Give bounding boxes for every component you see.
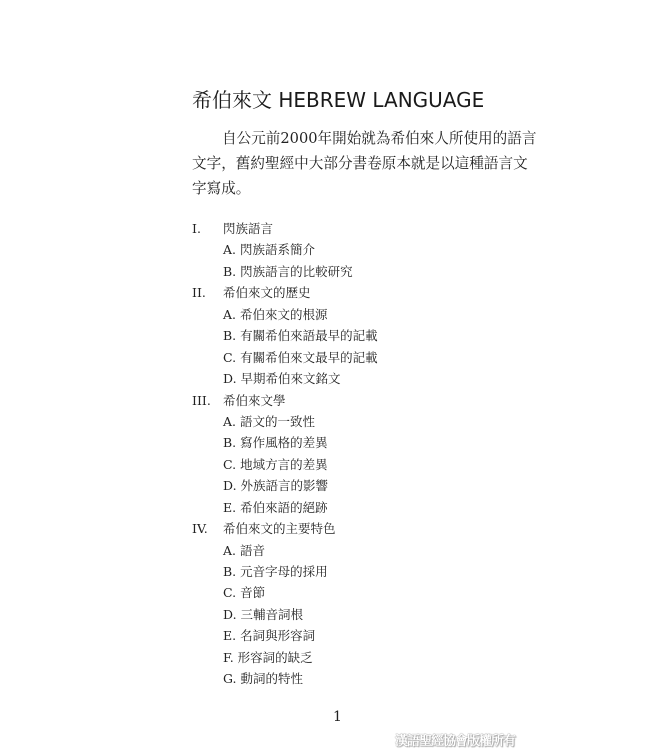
outline-item-label: C. 有關希伯來文最早的記載: [223, 349, 378, 365]
outline-item-label: B. 閃族語言的比較研究: [223, 263, 353, 279]
outline-item-label: A. 閃族語系簡介: [223, 242, 315, 258]
section-title: 閃族語言: [223, 221, 274, 236]
section-title: 希伯來文的主要特色: [223, 521, 336, 537]
outline-item-label: B. 元音字母的採用: [223, 564, 328, 579]
paragraph-line: 字寫成。: [192, 180, 251, 197]
outline-item-label: E. 名詞與形容詞: [223, 628, 316, 644]
outline-item-label: G. 動詞的特性: [223, 671, 303, 687]
outline-item-label: D. 外族語言的影響: [223, 478, 329, 494]
section-numeral: II.: [192, 285, 206, 301]
outline-item-label: E. 希伯來語的絕跡: [223, 499, 328, 515]
page-title: 希伯來文 HEBREW LANGUAGE: [192, 88, 485, 112]
outline-item-label: C. 音節: [223, 585, 266, 601]
outline-item-label: D. 三輔音詞根: [223, 606, 304, 622]
outline-item-label: A. 語音: [223, 542, 265, 558]
section-title: 希伯來文的歷史: [223, 285, 311, 301]
outline-item-label: A. 希伯來文的根源: [223, 306, 328, 322]
section-title: 希伯來文學: [223, 392, 286, 408]
outline-item-label: B. 有關希伯來語最早的記載: [223, 328, 378, 344]
paragraph-line: 自公元前2000年開始就為希伯來人所使用的語言: [222, 130, 537, 147]
outline-item-label: C. 地域方言的差異: [223, 456, 328, 472]
section-numeral: III.: [192, 392, 211, 408]
paragraph-line: 文字，舊約聖經中大部分書卷原本就是以這種語言文: [192, 155, 528, 172]
section-numeral: IV.: [192, 521, 208, 537]
page-number: 1: [333, 709, 342, 725]
outline-item-label: A. 語文的一致性: [223, 413, 315, 429]
outline-item-label: B. 寫作風格的差異: [223, 435, 328, 451]
outline-item-label: F. 形容詞的缺乏: [223, 649, 313, 665]
copyright-watermark: 漢語聖經協會版權所有: [395, 734, 516, 749]
outline-item-label: D. 早期希伯來文銘文: [223, 371, 341, 387]
section-numeral: I.: [192, 221, 201, 236]
intro-paragraph: [192, 126, 537, 201]
